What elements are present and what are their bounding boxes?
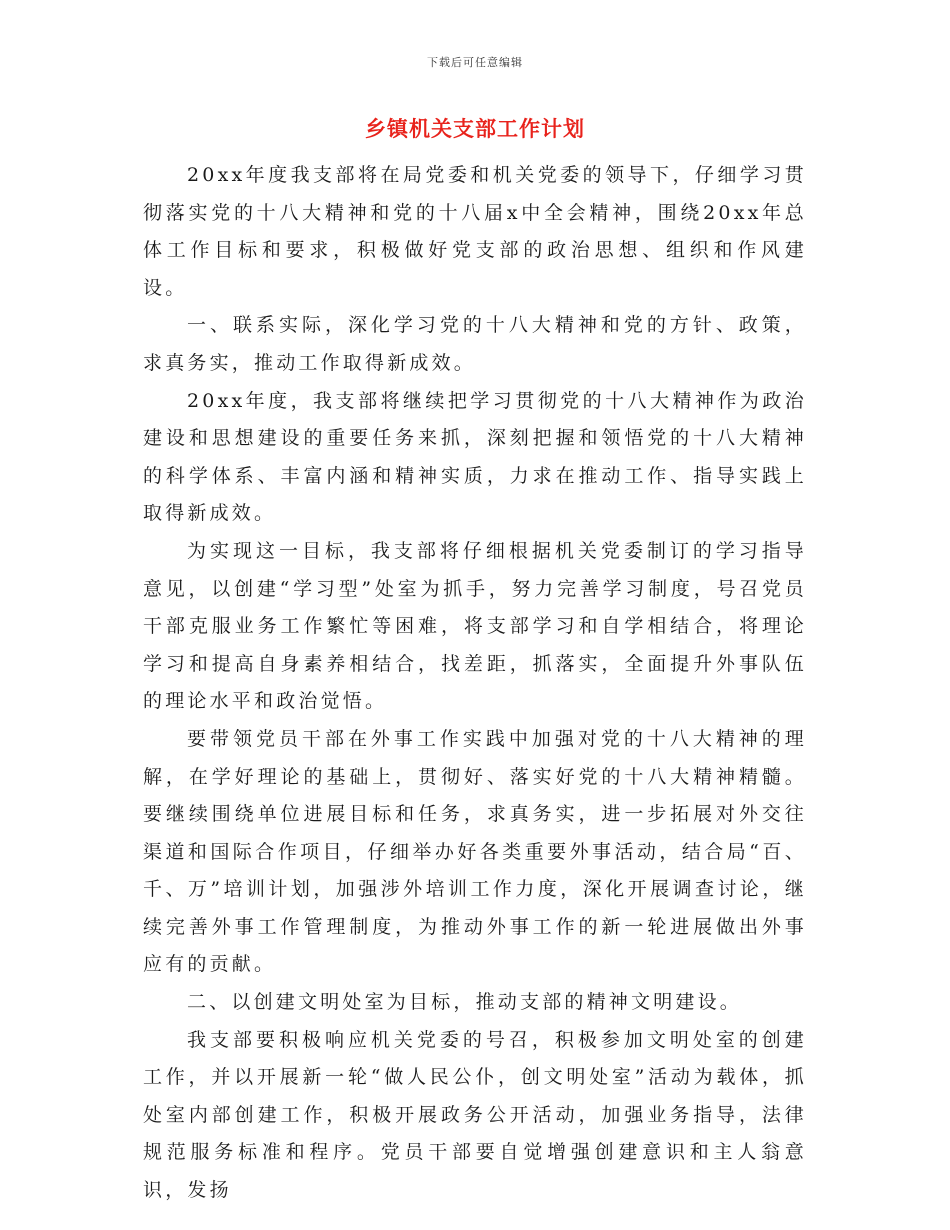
paragraph-practice: 要带领党员干部在外事工作实践中加强对党的十八大精神的理解，在学好理论的基础上，贯彻好、落实好党的十八大精神精髓。要继续围绕单位进展目标和任务，求真务实，进一步拓展对外交往渠道和国际合作项目，仔细举办好各类重要外事活动，结合局“百、千、万”培训计划，加强涉外培训工作力度，深化开展调查讨论，继续完善外事工作管理制度，为推动外事工作的新一轮进展做出外事应有的贡献。 — [143, 727, 807, 976]
header-note: 下载后可任意编辑 — [427, 56, 523, 69]
paragraph-civilization: 我支部要积极响应机关党委的号召，积极参加文明处室的创建工作，并以开展新一轮“做人民公仆，创文明处室”活动为载体，抓处室内部创建工作，积极开展政务公开活动，加强业务指导，法律规范服务标准和程序。党员干部要自觉增强创建意识和主人翁意识，发扬 — [143, 1028, 807, 1202]
paragraph-study-plan: 20xx年度，我支部将继续把学习贯彻党的十八大精神作为政治建设和思想建设的重要任务来抓，深刻把握和领悟党的十八大精神的科学体系、丰富内涵和精神实质，力求在推动工作、指导实践上取得新成效。 — [143, 389, 807, 525]
document-body — [143, 157, 807, 1210]
section-heading-1: 一、联系实际，深化学习党的十八大精神和党的方针、政策，求真务实，推动工作取得新成效。 — [143, 314, 807, 374]
paragraph-goal: 为实现这一目标，我支部将仔细根据机关党委制订的学习指导意见，以创建“学习型”处室为抓手，努力完善学习制度，号召党员干部克服业务工作繁忙等困难，将支部学习和自学相结合，将理论学习和提高自身素养相结合，找差距，抓落实，全面提升外事队伍的理论水平和政治觉悟。 — [143, 539, 807, 713]
document-title: 乡镇机关支部工作计划 — [365, 117, 585, 141]
section-heading-2: 二、以创建文明处室为目标，推动支部的精神文明建设。 — [187, 991, 743, 1014]
paragraph-intro: 20xx年度我支部将在局党委和机关党委的领导下，仔细学习贯彻落实党的十八大精神和党的十八届x中全会精神，围绕20xx年总体工作目标和要求，积极做好党支部的政治思想、组织和作风建设。 — [143, 164, 807, 299]
